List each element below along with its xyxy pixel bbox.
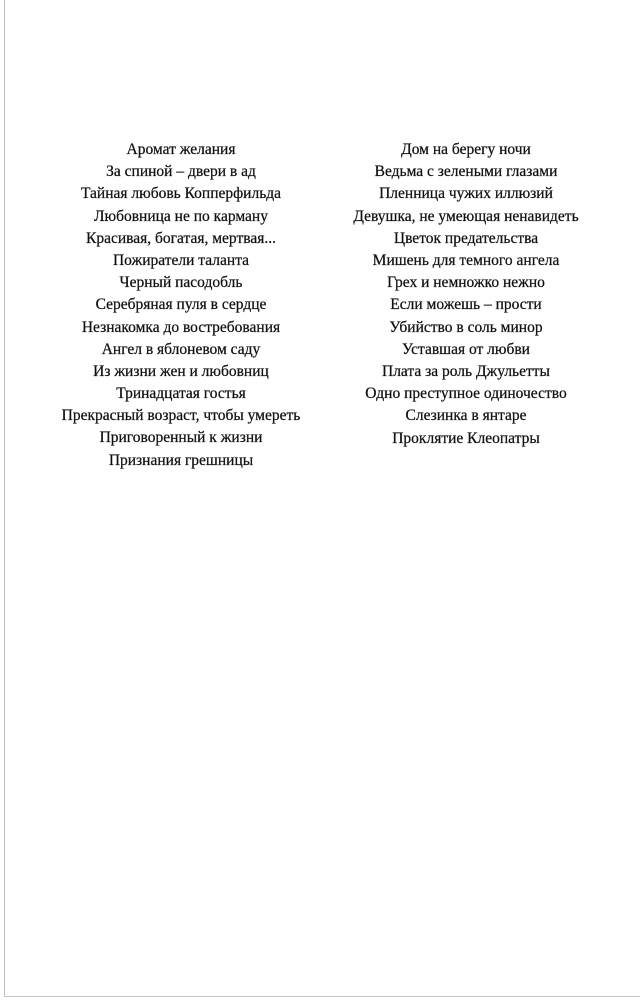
book-title: Черный пасодобль (119, 274, 243, 292)
book-title: Одно преступное одиночество (365, 385, 567, 403)
book-title: Приговоренный к жизни (99, 429, 263, 447)
book-title: Цветок предательства (393, 229, 539, 247)
book-title: За спиной – двери в ад (106, 163, 256, 181)
book-title: Красивая, богатая, мертвая... (86, 229, 276, 247)
book-title: Ведьма с зелеными глазами (374, 163, 558, 181)
book-page (4, 0, 640, 997)
book-title: Ангел в яблоневом саду (101, 340, 261, 358)
book-title: Грех и немножко нежно (387, 274, 545, 292)
book-title: Проклятие Клеопатры (392, 429, 540, 447)
book-title: Девушка, не умеющая ненавидеть (353, 207, 579, 225)
book-title: Мишень для темного ангела (372, 252, 560, 270)
book-title: Слезинка в янтаре (405, 407, 527, 425)
book-title: Любовница не по карману (94, 207, 268, 225)
book-title: Убийство в соль минор (389, 318, 543, 336)
book-title: Из жизни жен и любовниц (93, 363, 269, 381)
book-title: Серебряная пуля в сердце (95, 296, 267, 314)
book-title: Если можешь – прости (390, 296, 542, 314)
book-title: Незнакомка до востребования (81, 318, 281, 336)
right-title-column (348, 139, 584, 450)
book-title: Тайная любовь Копперфильда (80, 185, 282, 203)
book-title: Тринадцатая гостья (116, 385, 246, 403)
book-title: Прекрасный возраст, чтобы умереть (61, 406, 301, 424)
book-title: Дом на берегу ночи (401, 141, 531, 158)
book-title: Пленница чужих иллюзий (379, 185, 553, 203)
book-title: Уставшая от любви (402, 340, 530, 358)
book-title: Признания грешницы (108, 451, 254, 469)
book-title: Аромат желания (126, 141, 236, 158)
left-title-column (61, 139, 301, 472)
book-title: Плата за роль Джульетты (382, 363, 550, 381)
book-title: Пожиратели таланта (112, 252, 250, 270)
